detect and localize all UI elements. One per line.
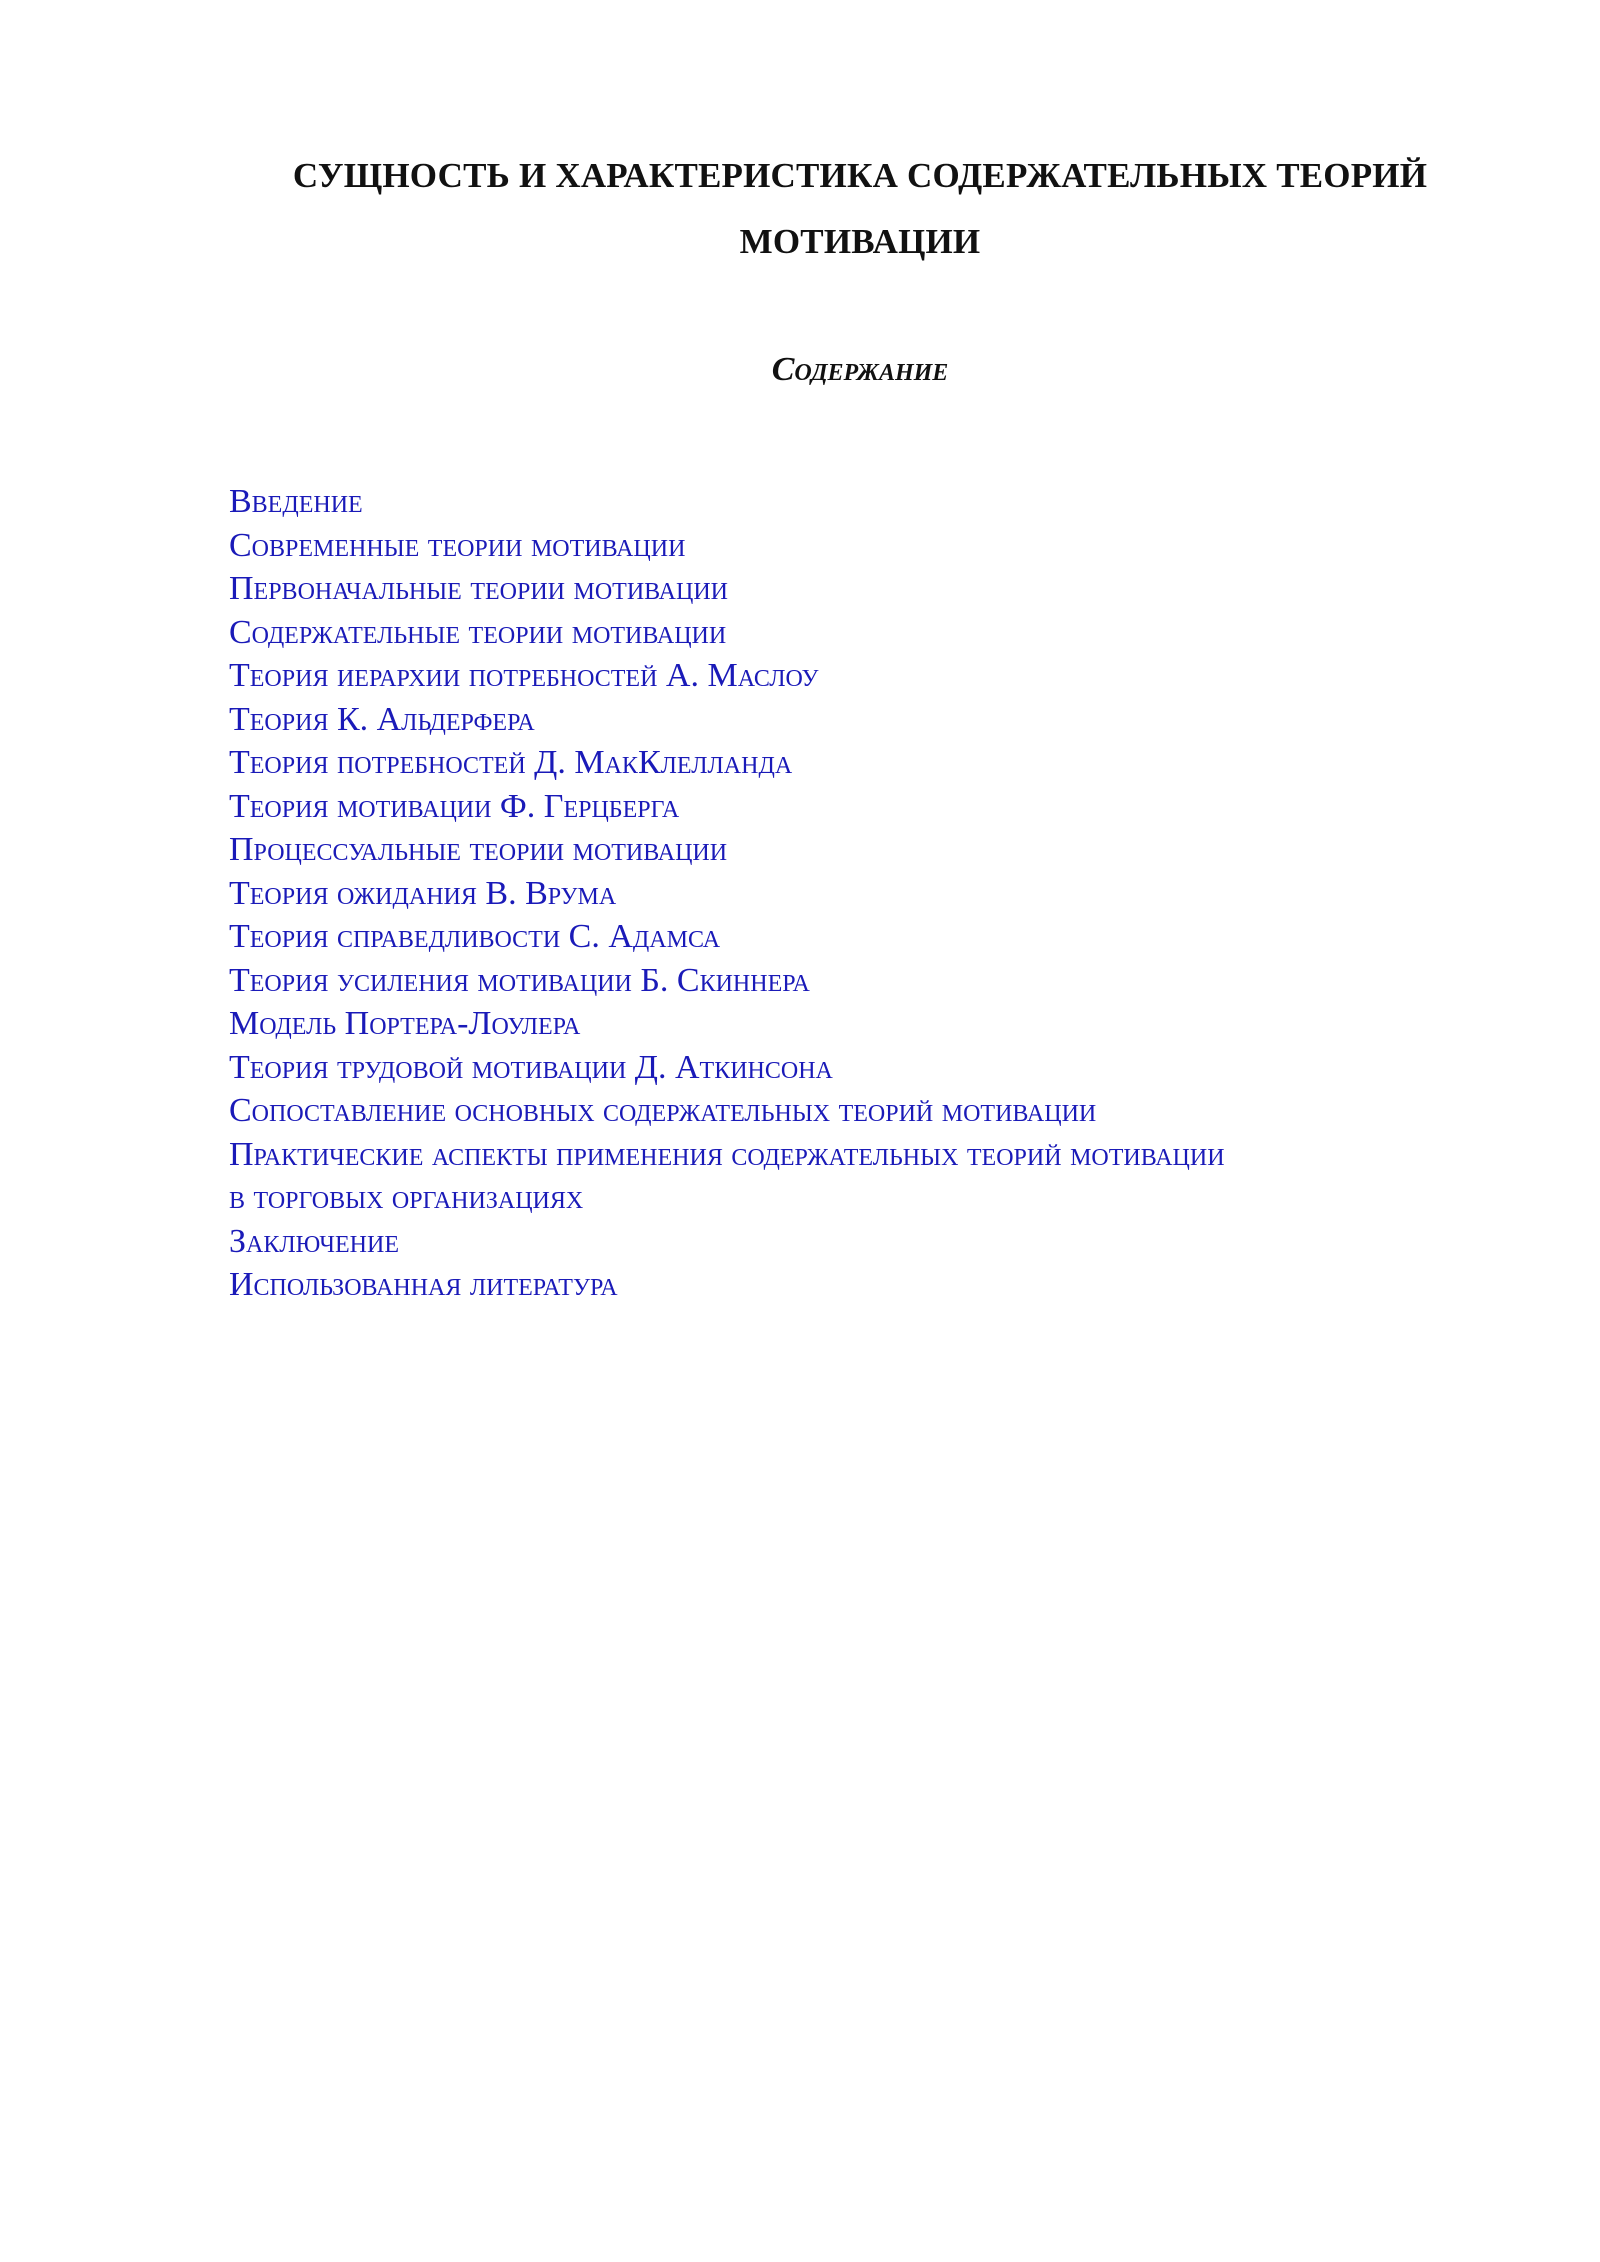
toc-link-modern-theories[interactable]: Современные теории мотивации (229, 526, 686, 564)
toc-link-initial-theories[interactable]: Первоначальные теории мотивации (229, 570, 728, 607)
toc-link-references[interactable]: Использованная литература (229, 1266, 618, 1303)
toc-link-porter-lawler[interactable]: Модель Портера-Лоулера (229, 1005, 581, 1042)
toc-heading: Содержание (771, 351, 949, 388)
document-title (200, 143, 1520, 275)
toc-link-vroom[interactable]: Теория ожидания В. Врума (229, 874, 617, 912)
table-of-contents (229, 480, 1529, 1307)
toc-link-atkinson[interactable]: Теория трудовой мотивации Д. Аткинсона (229, 1048, 833, 1086)
toc-link-maslow[interactable]: Теория иерархии потребностей А. Маслоу (229, 657, 819, 694)
toc-link-herzberg[interactable]: Теория мотивации Ф. Герцберга (229, 787, 680, 825)
toc-link-adams[interactable]: Теория справедливости С. Адамса (229, 918, 721, 955)
toc-link-mcclelland[interactable]: Теория потребностей Д. МакКлелланда (229, 744, 793, 781)
toc-link-practical-aspects[interactable]: Практические аспекты применения содержательных теорий мотивации (229, 1135, 1225, 1173)
toc-link-comparison[interactable]: Сопоставление основных содержательных теорий мотивации (229, 1092, 1097, 1129)
toc-link-content-theories[interactable]: Содержательные теории мотивации (229, 613, 727, 651)
toc-link-alderfer[interactable]: Теория К. Альдерфера (229, 700, 535, 738)
toc-link-conclusion[interactable]: Заключение (229, 1222, 399, 1260)
document-title-line-1: СУЩНОСТЬ И ХАРАКТЕРИСТИКА СОДЕРЖАТЕЛЬНЫХ ТЕОРИЙ (292, 156, 1428, 195)
document-title-line-2: МОТИВАЦИИ (739, 222, 981, 261)
toc-link-skinner[interactable]: Теория усиления мотивации Б. Скиннера (229, 961, 810, 999)
toc-link-practical-aspects-continued[interactable]: в торговых организациях (229, 1179, 584, 1216)
toc-link-process-theories[interactable]: Процессуальные теории мотивации (229, 831, 728, 868)
toc-link-introduction[interactable]: Введение (229, 483, 363, 520)
